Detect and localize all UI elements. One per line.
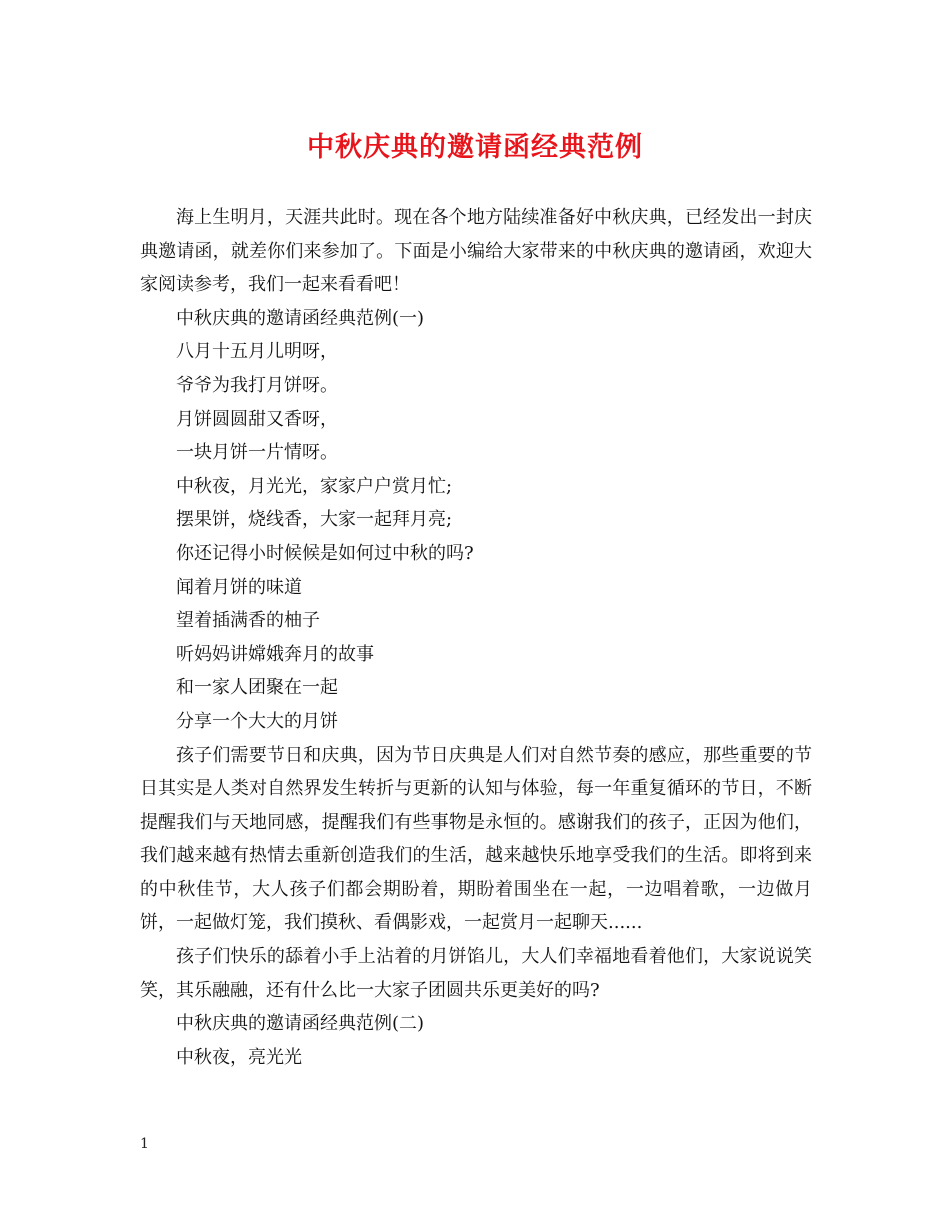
poem-line: 月饼圆圆甜又香呀， bbox=[176, 408, 338, 430]
poem-line: 中秋夜，月光光，家家户户赏月忙; bbox=[176, 475, 453, 497]
section-heading-2: 中秋庆典的邀请函经典范例(二) bbox=[176, 1013, 425, 1035]
poem-line: 听妈妈讲嫦娥奔月的故事 bbox=[176, 643, 374, 665]
poem-line: 闻着月饼的味道 bbox=[176, 576, 302, 598]
poem-line: 分享一个大大的月饼 bbox=[176, 710, 338, 732]
poem-line: 摆果饼，烧线香，大家一起拜月亮; bbox=[176, 509, 453, 531]
body-paragraph-children: 孩子们需要节日和庆典，因为节日庆典是人们对自然节奏的感应，那些重要的节日其实是人类对自然界发生转折与更新的认知与体验，每一年重复循环的节日，不断提醒我们与天地同感，提醒我们有些事物是永恒的。感谢我们的孩子，正因为他们，我们越来越有热情去重新创造我们的生活，越来越快乐地享受我们的生活。即将到来的中秋佳节，大人孩子们都会期盼着，期盼着围坐在一起，一边唱着歌，一边做月饼，一起做灯笼，我们摸秋、看偶影戏，一起赏月一起聊天...... bbox=[140, 744, 812, 934]
page-number: 1 bbox=[140, 1136, 149, 1152]
poem-line: 你还记得小时候候是如何过中秋的吗? bbox=[176, 542, 474, 564]
body-paragraph-reunion: 孩子们快乐的舔着小手上沾着的月饼馅儿，大人们幸福地看着他们，大家说说笑笑，其乐融融，还有什么比一大家子团圆共乐更美好的吗? bbox=[140, 946, 812, 1001]
poem-line: 和一家人团聚在一起 bbox=[176, 677, 338, 699]
poem-line: 望着插满香的柚子 bbox=[176, 610, 320, 632]
poem-line: 爷爷为我打月饼呀。 bbox=[176, 374, 338, 396]
poem-line: 中秋夜，亮光光 bbox=[176, 1046, 302, 1068]
section-heading-1: 中秋庆典的邀请函经典范例(一) bbox=[176, 307, 425, 329]
document-title: 中秋庆典的邀请函经典范例 bbox=[307, 132, 643, 163]
poem-line: 一块月饼一片情呀。 bbox=[176, 442, 338, 464]
document-body bbox=[140, 201, 812, 1074]
intro-paragraph: 海上生明月，天涯共此时。现在各个地方陆续准备好中秋庆典，已经发出一封庆典邀请函，就差你们来参加了。下面是小编给大家带来的中秋庆典的邀请函，欢迎大家阅读参考，我们一起来看看吧！ bbox=[140, 207, 812, 296]
poem-line: 八月十五月儿明呀， bbox=[176, 341, 338, 363]
